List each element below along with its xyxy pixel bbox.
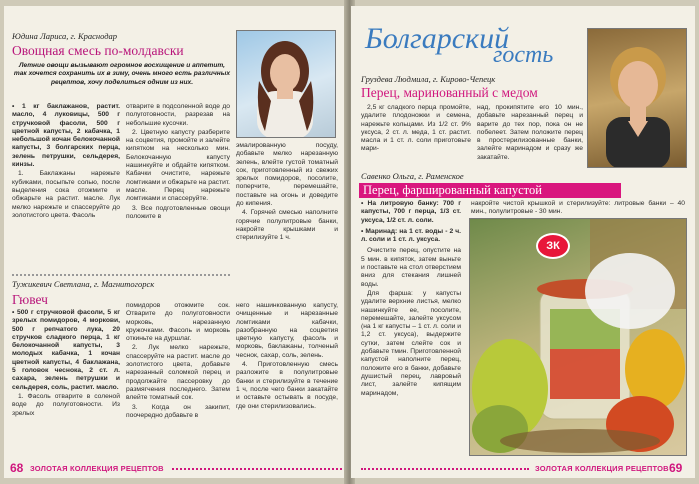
recipe2-step-text: 4. Приготовленную смесь разложите в полулитровые банки и стерилизуйте в течение 1 ч, после чего банки закатайте и оставьте остывать в посуде, где они стерилизовались. [236,361,338,410]
recipe2-step-text: помидоров отожмите сок. Отварите до полуготовности морковь, нарезанную кружочками. Фасоль и морковь откиньте на дуршлаг. [126,302,230,343]
recipe3-text: над, прокипятите его 10 мин., добавьте нарезанный перец и варите до тех пор, пока он не побелеет. Затем положите перец в простерилизованные банки, залейте маринадом и сразу же закатайте. [477,104,583,161]
left-page [4,6,348,478]
section-banner [365,22,565,68]
stuffed-peppers-photo [469,218,687,456]
recipe4-marinade: • Маринад: на 1 ст. воды - 2 ч. л. соли и 1 ст. л. уксуса. [361,227,461,244]
recipe2-step-text: 1. Фасоль отварите в соленой воде до полуготовности. Из зрелых [12,392,120,417]
recipe1-column-1 [12,103,120,221]
recipe4-title: Перец, фаршированный капустой [359,183,621,198]
recipe1-author: Юдина Лариса, г. Краснодар [12,31,118,41]
footer-dots [172,468,342,471]
recipe3-author: Груздева Людмила, г. Кирово-Чепецк [361,74,496,84]
recipe2-author: Тужикевич Светлана, г. Магнитогорск [12,279,155,289]
recipe4-ingredients: • На литровую банку: 700 г капусты, 700 г перца, 1/3 ст. уксуса, 1/2 ст. л. соли. [361,200,461,224]
recipe4-column-2 [471,200,685,218]
section-divider [12,274,230,277]
recipe2-title: Гювеч [12,292,48,307]
footer-dots [361,468,529,471]
recipe2-column-2 [126,302,230,421]
recipe2-column-3 [236,302,338,412]
recipe1-step-text: эмалированную посуду, добавьте мелко нарезанную зелень, влейте густой томатный сок, приготовленный из свежих зрелых помидоров, посолите, поперчите, перемешайте, поставьте на огонь и доведите до кипения. [236,142,338,208]
magazine-badge-icon: ЗК [536,233,570,259]
recipe3-text: 2,5 кг сладкого перца промойте, удалите плодоножки и семена, нарежьте кольцами. Из 1/2 ст. 9% уксуса, 2 ст. л. меда, 1 ст. растит. масла и 1 ст. л. соли приготовьте мари- [361,104,471,153]
recipe1-column-2 [126,103,230,222]
recipe1-ingredients: • 1 кг баклажанов, растит. масло, 4 луковицы, 500 г стручковой фасоли, 500 г цветной капусты, 2 кабачка, 1 небольшой кочан белокочанной капусты, 3 болгарских перца, зелень петрушки, сельдерея, кинзы. [12,103,120,169]
recipe2-column-1 [12,309,120,419]
author-photo-woman-1 [236,30,336,138]
banner-word-2: гость [493,42,554,68]
recipe4-column-1 [361,200,461,399]
page-number-right: 69 [669,461,683,475]
recipe1-step-text: 1. Баклажаны нарежьте кубиками, посыпьте солью, после выделения сока отожмите и обжарьте на растит. масле. Лук мелко нарежьте и спассеруйте до золотистого цвета. Фасоль [12,170,120,219]
recipe2-step-text: него нашинкованную капусту, очищенные и нарезанные ломтиками кабачки, разобранную на соцветия цветную капусту, фасоль и морковь, баклажаны, толченый чеснок, сахар, соль, зелень. [236,302,338,359]
banner-word-1: Болгарский [365,22,510,55]
recipe2-step-text: 2. Лук мелко нарежьте, спассеруйте на растит. масле до золотистого цвета, добавьте нарезанный соломкой перец и продолжайте пассеровку до размягчения последнего. Затем влейте томатный сок. [126,344,230,402]
recipe4-step-text: Очистите перец, опустите на 5 мин. в кипяток, затем выньте и поставьте на стол отверстием вниз для стекания лишней воды. [361,247,461,288]
recipe1-step-text: 3. Все подготовленные овощи положите в [126,204,230,220]
recipe3-title: Перец, маринованный с медом [361,85,538,100]
recipe2-ingredients: • 500 г стручковой фасоли, 5 кг зрелых помидоров, 4 моркови, 500 г репчатого лука, 20 стручков сладкого перца, 1 кг белокочанной капусты, 3 молодых кабачка, 1 кочан цветной капусты, 4 баклажана, 5 головок чеснока, 2 ст. л. сахара, зелень петрушки и сельдерея, соль, растит. масло. [12,309,120,391]
footer-right: ЗОЛОТАЯ КОЛЛЕКЦИЯ РЕЦЕПТОВ [535,464,669,473]
recipe4-step-text: Для фарша: у капусты удалите верхние листья, мелко нашинкуйте ее, посолите, перемешайте, залейте уксусом (на 1 кг капусты – 1 ст. л. соли и 1,2 ст. уксуса), выдержите сутки, затем слейте сок и добавьте тмин. Приготовленной капустой наполните перец, положите его в банки, добавьте душистый перец, лавровый лист, залейте кипящим маринадом, [361,289,461,397]
recipe2-step-text: 3. Когда он закипит, поочередно добавьте в [126,403,230,419]
recipe3-column-1 [361,104,471,155]
right-page [351,6,695,478]
recipe1-step-text: отварите в подсоленной воде до полуготовности, разрезав на небольшие кусочки. [126,103,230,127]
recipe1-column-3 [236,142,338,244]
recipe4-author: Савенко Ольга, г. Раменское [361,171,464,181]
recipe1-step-text: 2. Цветную капусту разберите на соцветия, промойте и залейте кипятком на несколько мин. Белокочанную капусту нашинкуйте и обдайте кипятком. Кабачки очистите, нарежьте ломтиками и обжарьте на растит. масле. Перец нарежьте ломтиками и спассеруйте. [126,128,230,203]
footer-left: ЗОЛОТАЯ КОЛЛЕКЦИЯ РЕЦЕПТОВ [30,464,164,473]
recipe1-step-text: 4. Горячей смесью наполните горячие полулитровые банки, накройте крышками и стерилизуйте 1 ч. [236,209,338,242]
recipe1-intro: Летние овощи вызывают огромное восхищение и аппетит, так хочется сохранить их в зиму, очень много есть различных рецептов, хочу поделиться одним из них. [13,62,231,86]
page-number-left: 68 [10,461,24,475]
recipe3-column-2 [477,104,583,163]
recipe1-title: Овощная смесь по-молдавски [12,43,184,58]
recipe4-text: накройте чистой крышкой и стерилизуйте: литровые банки – 40 мин., полулитровые - 30 мин. [471,200,685,216]
author-photo-woman-2 [587,28,687,168]
